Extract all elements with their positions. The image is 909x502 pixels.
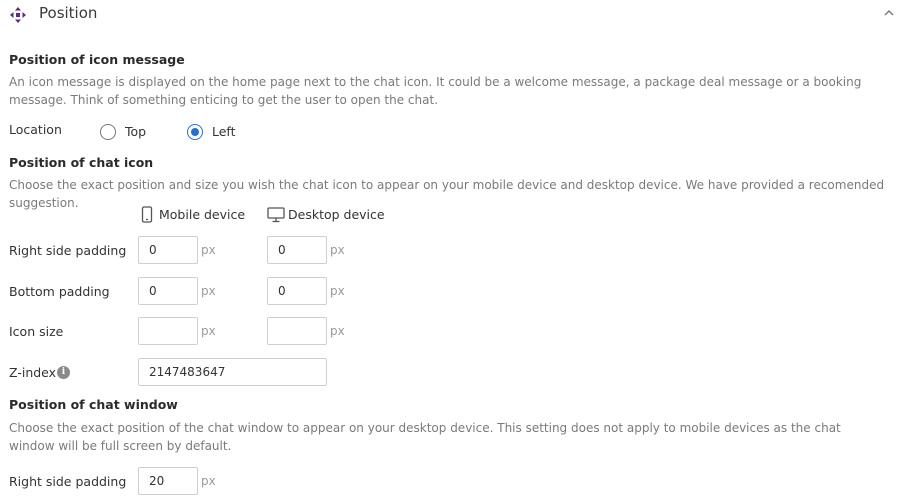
radio-top[interactable]	[100, 124, 116, 140]
radio-top-label[interactable]: Top	[125, 124, 147, 139]
desktop-bottom-padding-input[interactable]	[267, 277, 327, 305]
z-index-input[interactable]	[138, 358, 327, 386]
unit-label: px	[330, 284, 345, 298]
icon-message-heading: Position of icon message	[9, 52, 185, 67]
unit-label: px	[330, 243, 345, 257]
mobile-icon-size-input[interactable]	[138, 317, 198, 345]
section-title: Position	[39, 4, 98, 22]
mobile-right-padding-input[interactable]	[138, 236, 198, 264]
mobile-bottom-padding-input[interactable]	[138, 277, 198, 305]
info-icon[interactable]: i	[57, 366, 70, 379]
radio-left[interactable]	[187, 124, 203, 140]
move-arrows-icon	[9, 6, 27, 24]
mobile-device-icon	[141, 206, 153, 223]
radio-left-label[interactable]: Left	[212, 124, 236, 139]
window-right-padding-input[interactable]	[138, 467, 198, 495]
window-right-side-padding-label: Right side padding	[9, 474, 127, 489]
desktop-icon-size-input[interactable]	[267, 317, 327, 345]
chat-icon-heading: Position of chat icon	[9, 155, 154, 170]
unit-label: px	[201, 474, 216, 488]
icon-size-label: Icon size	[9, 324, 64, 339]
unit-label: px	[201, 243, 216, 257]
unit-label: px	[201, 284, 216, 298]
desktop-right-padding-input[interactable]	[267, 236, 327, 264]
icon-message-description: An icon message is displayed on the home page next to the chat icon. It could be a welcome message, a package deal message or a booking message. Think of something enticing to get the user to open the chat.	[9, 75, 862, 107]
mobile-device-label: Mobile device	[159, 207, 246, 222]
desktop-device-icon	[267, 207, 285, 223]
unit-label: px	[330, 324, 345, 338]
desktop-device-label: Desktop device	[288, 207, 385, 222]
location-label: Location	[9, 122, 62, 137]
z-index-label: Z-index	[9, 365, 57, 380]
unit-label: px	[201, 324, 216, 338]
chat-window-heading: Position of chat window	[9, 397, 178, 412]
chat-icon-description: Choose the exact position and size you wish the chat icon to appear on your mobile device and desktop device. We have provided a recomended suggestion.	[9, 178, 885, 210]
bottom-padding-label: Bottom padding	[9, 284, 110, 299]
right-side-padding-label: Right side padding	[9, 243, 127, 258]
chat-window-description: Choose the exact position of the chat window to appear on your desktop device. This setting does not apply to mobile devices as the chat window will be full screen by default.	[9, 421, 841, 453]
chevron-up-icon[interactable]	[883, 7, 895, 19]
